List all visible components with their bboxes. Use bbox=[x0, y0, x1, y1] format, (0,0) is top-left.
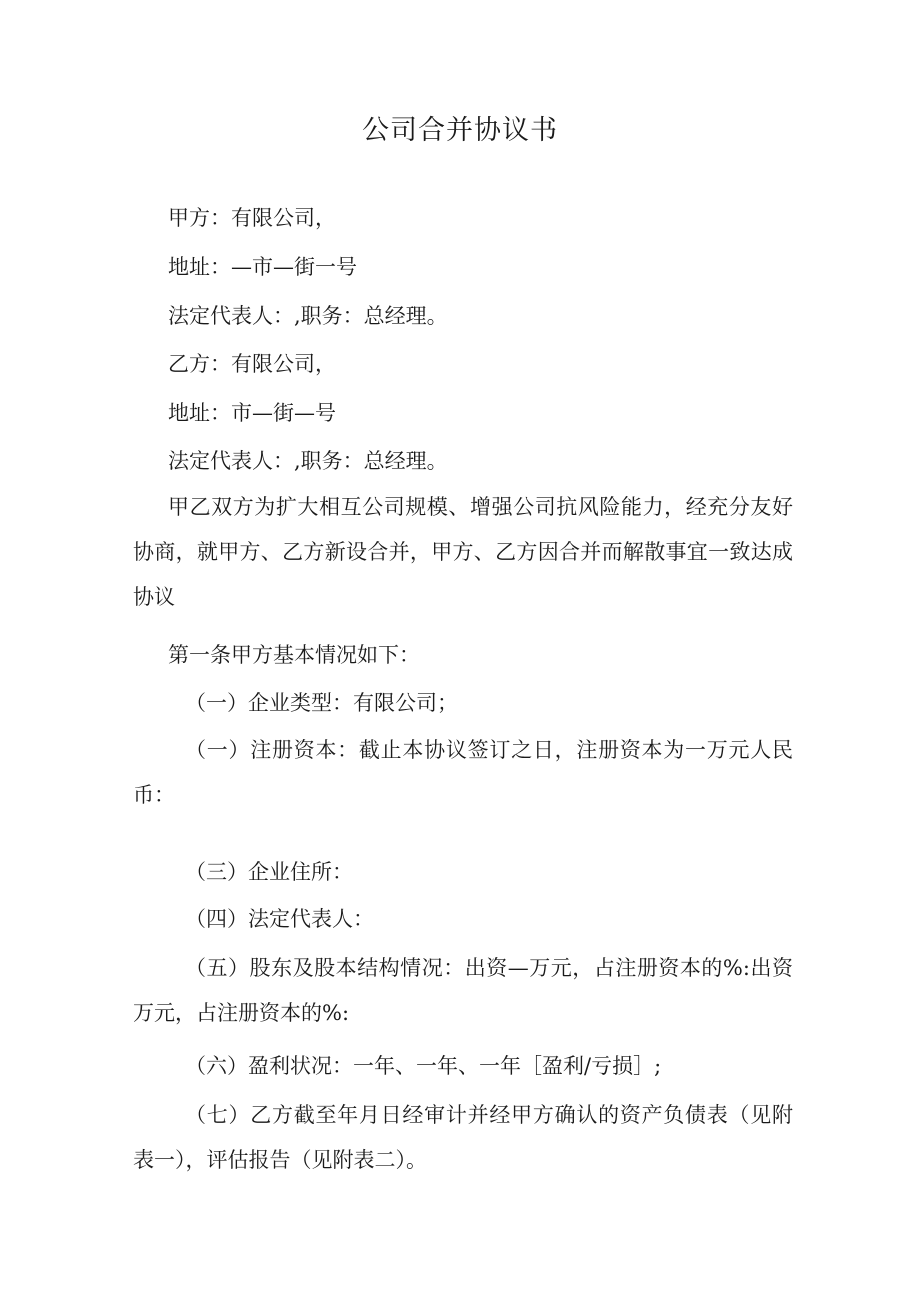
article-1-item: （五）股东及股本结构情况：出资—万元，占注册资本的%:出资万元，占注册资本的%: bbox=[133, 956, 793, 1025]
document-title: 公司合并协议书 bbox=[362, 115, 558, 146]
article-1-heading: 第一条甲方基本情况如下： bbox=[168, 643, 420, 667]
article-1-item: （一）注册资本：截止本协议签订之日，注册资本为一万元人民币： bbox=[133, 738, 793, 807]
preamble-paragraph: 甲乙双方为扩大相互公司规模、增强公司抗风险能力，经充分友好协商，就甲方、乙方新设合并，甲方、乙方因合并而解散事宜一致达成协议 bbox=[133, 495, 793, 609]
party-a-representative: 法定代表人：,职务：总经理。 bbox=[168, 304, 448, 328]
party-a-address: 地址：—市—街一号 bbox=[168, 255, 357, 279]
party-b-address: 地址：市—街—号 bbox=[168, 401, 336, 425]
article-1-item: （一）企业类型：有限公司； bbox=[185, 691, 458, 715]
party-b-representative: 法定代表人：,职务：总经理。 bbox=[168, 449, 448, 473]
article-1-item: （六）盈利状况：一年、一年、一年［盈利/亏损］; bbox=[185, 1054, 662, 1078]
party-a-name: 甲方：有限公司， bbox=[168, 206, 336, 230]
party-b-name: 乙方：有限公司， bbox=[168, 352, 336, 376]
article-1-item: （七）乙方截至年月日经审计并经甲方确认的资产负债表（见附表一），评估报告（见附表二）。 bbox=[133, 1103, 793, 1172]
article-1-item: （三）企业住所： bbox=[185, 860, 353, 884]
article-1-item: （四）法定代表人： bbox=[185, 907, 374, 931]
